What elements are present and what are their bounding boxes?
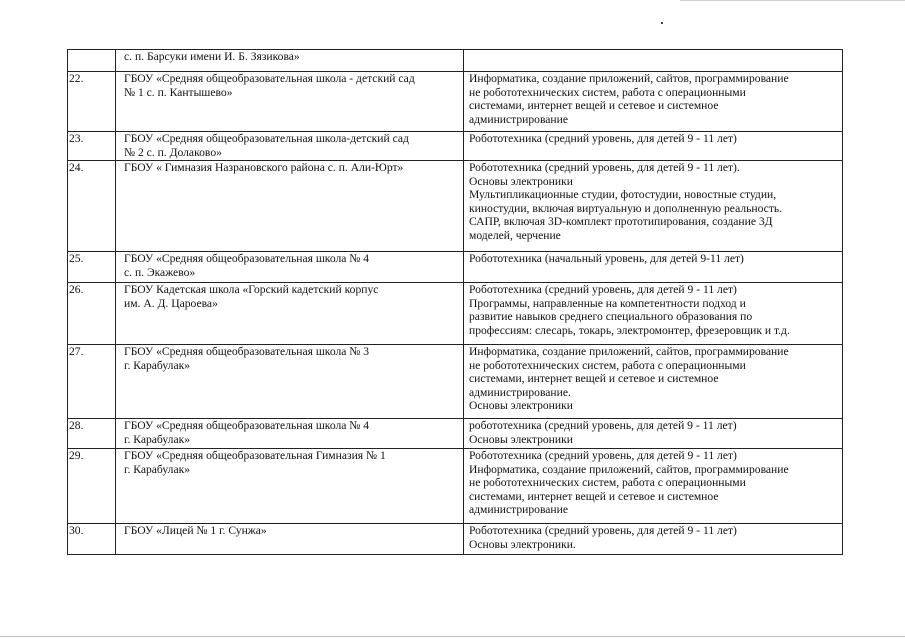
school-name-line: ГБОУ «Лицей № 1 г. Сунжа» xyxy=(124,524,267,537)
table-row xyxy=(68,283,843,345)
school-name-line: г. Карабулак» xyxy=(124,358,191,372)
directions-line: не робототехнических систем, работа с операционными xyxy=(469,476,746,490)
directions-line: не робототехнических систем, работа с операционными xyxy=(469,358,746,372)
row-number: 22. xyxy=(68,72,116,132)
school-name-line: ГБОУ «Средняя общеобразовательная школа-детский сад xyxy=(124,132,409,145)
directions-line: робототехника (средний уровень, для детей 9 - 11 лет) xyxy=(469,419,737,432)
table-row xyxy=(68,252,843,283)
school-name-line: г. Карабулак» xyxy=(124,462,191,476)
school-name-line: ГБОУ «Средняя общеобразовательная Гимназия № 1 xyxy=(124,449,386,462)
directions xyxy=(464,345,843,419)
table-row xyxy=(68,524,843,555)
row-number: 26. xyxy=(68,283,116,345)
directions-line: Робототехника (средний уровень, для детей 9 - 11 лет) xyxy=(469,524,737,537)
directions-line: САПР, включая 3D-комплект прототипирования, создание 3Д xyxy=(469,215,773,229)
row-number: 28. xyxy=(68,419,116,449)
school-name-line: г. Карабулак» xyxy=(124,432,191,446)
table-row xyxy=(68,72,843,132)
directions-line: Робототехника (средний уровень, для детей 9 - 11 лет). xyxy=(469,161,740,174)
directions xyxy=(464,252,843,283)
school-name-line: ГБОУ Кадетская школа «Горский кадетский корпус xyxy=(124,283,379,296)
directions-line: киностудии, включая виртуальную и дополненную реальность. xyxy=(469,201,783,215)
school-name-line: ГБОУ «Средняя общеобразовательная школа № 4 xyxy=(124,419,370,432)
row-number: 27. xyxy=(68,345,116,419)
directions-line: системами, интернет вещей и сетевое и системное xyxy=(469,99,719,113)
school-name xyxy=(116,50,464,72)
table-row xyxy=(68,161,843,252)
directions-line: моделей, черчение xyxy=(469,228,561,242)
school-name xyxy=(116,252,464,283)
directions-line: Информатика, создание приложений, сайтов, программирование xyxy=(469,462,789,476)
school-name-line: № 1 с. п. Кантышево» xyxy=(124,85,233,99)
school-name-line: ГБОУ «Средняя общеобразовательная школа № 4 xyxy=(124,252,370,265)
row-number: 24. xyxy=(68,161,116,252)
row-number: 25. xyxy=(68,252,116,283)
directions-line: Робототехника (начальный уровень, для детей 9-11 лет) xyxy=(469,252,744,265)
school-name xyxy=(116,161,464,252)
school-name-line: с. п. Экажево» xyxy=(124,265,196,279)
row-number: 29. xyxy=(68,449,116,524)
directions-line: Программы, направленные на компетентности подход и xyxy=(469,296,746,310)
directions xyxy=(464,283,843,345)
directions-line: Робототехника (средний уровень, для детей 9 - 11 лет) xyxy=(469,132,737,145)
directions-line: Робототехника (средний уровень, для детей 9 - 11 лет) xyxy=(469,283,737,296)
directions-line: Основы электроники xyxy=(469,432,573,446)
table-row xyxy=(68,345,843,419)
row-number: 23. xyxy=(68,132,116,161)
directions xyxy=(464,161,843,252)
school-name-line: им. А. Д. Цароева» xyxy=(124,296,218,310)
school-name xyxy=(116,345,464,419)
directions-line: системами, интернет вещей и сетевое и системное xyxy=(469,372,719,386)
directions xyxy=(464,132,843,161)
school-name xyxy=(116,72,464,132)
directions-line: администрирование xyxy=(469,503,568,517)
directions xyxy=(464,50,843,72)
scan-speck xyxy=(661,22,663,24)
schools-table xyxy=(67,49,843,555)
school-name-line: ГБОУ «Средняя общеобразовательная школа - детский сад xyxy=(124,72,415,85)
school-name xyxy=(116,419,464,449)
directions xyxy=(464,419,843,449)
table-row xyxy=(68,419,843,449)
school-name-line: № 2 с. п. Долаково» xyxy=(124,145,222,159)
directions-line: профессиям: слесарь, токарь, электромонтер, фрезеровщик и т.д. xyxy=(469,323,790,337)
row-number: 30. xyxy=(68,524,116,555)
directions-line: Основы электроники xyxy=(469,399,573,413)
directions-line: не робототехнических систем, работа с операционными xyxy=(469,85,746,99)
directions-line: Информатика, создание приложений, сайтов, программирование xyxy=(469,72,789,85)
school-name xyxy=(116,283,464,345)
directions-line: администрирование xyxy=(469,112,568,126)
school-name-line: ГБОУ «Средняя общеобразовательная школа № 3 xyxy=(124,345,370,358)
school-name xyxy=(116,449,464,524)
row-number xyxy=(68,50,116,72)
scan-edge-bottom xyxy=(0,636,905,637)
directions xyxy=(464,449,843,524)
table-row xyxy=(68,50,843,72)
directions-line: системами, интернет вещей и сетевое и системное xyxy=(469,489,719,503)
directions-line: Основы электроники. xyxy=(469,537,576,551)
table-row xyxy=(68,132,843,161)
school-name-line: с. п. Барсуки имени И. Б. Зязикова» xyxy=(124,50,300,63)
school-name-line: ГБОУ « Гимназия Назрановского района с. п. Али-Юрт» xyxy=(124,161,404,174)
directions-line: администрирование. xyxy=(469,385,571,399)
table-row xyxy=(68,449,843,524)
directions-line: Основы электроники xyxy=(469,174,573,188)
directions xyxy=(464,524,843,555)
school-name xyxy=(116,524,464,555)
directions-line: Информатика, создание приложений, сайтов, программирование xyxy=(469,345,789,358)
scan-edge-top xyxy=(680,0,905,1)
schools-table-body xyxy=(68,50,843,555)
directions xyxy=(464,72,843,132)
directions-line: Робототехника (средний уровень, для детей 9 - 11 лет) xyxy=(469,449,737,462)
directions-line: развитие навыков среднего специального образования по xyxy=(469,310,753,324)
school-name xyxy=(116,132,464,161)
directions-line: Мультипликационные студии, фотостудии, новостные студии, xyxy=(469,188,777,202)
